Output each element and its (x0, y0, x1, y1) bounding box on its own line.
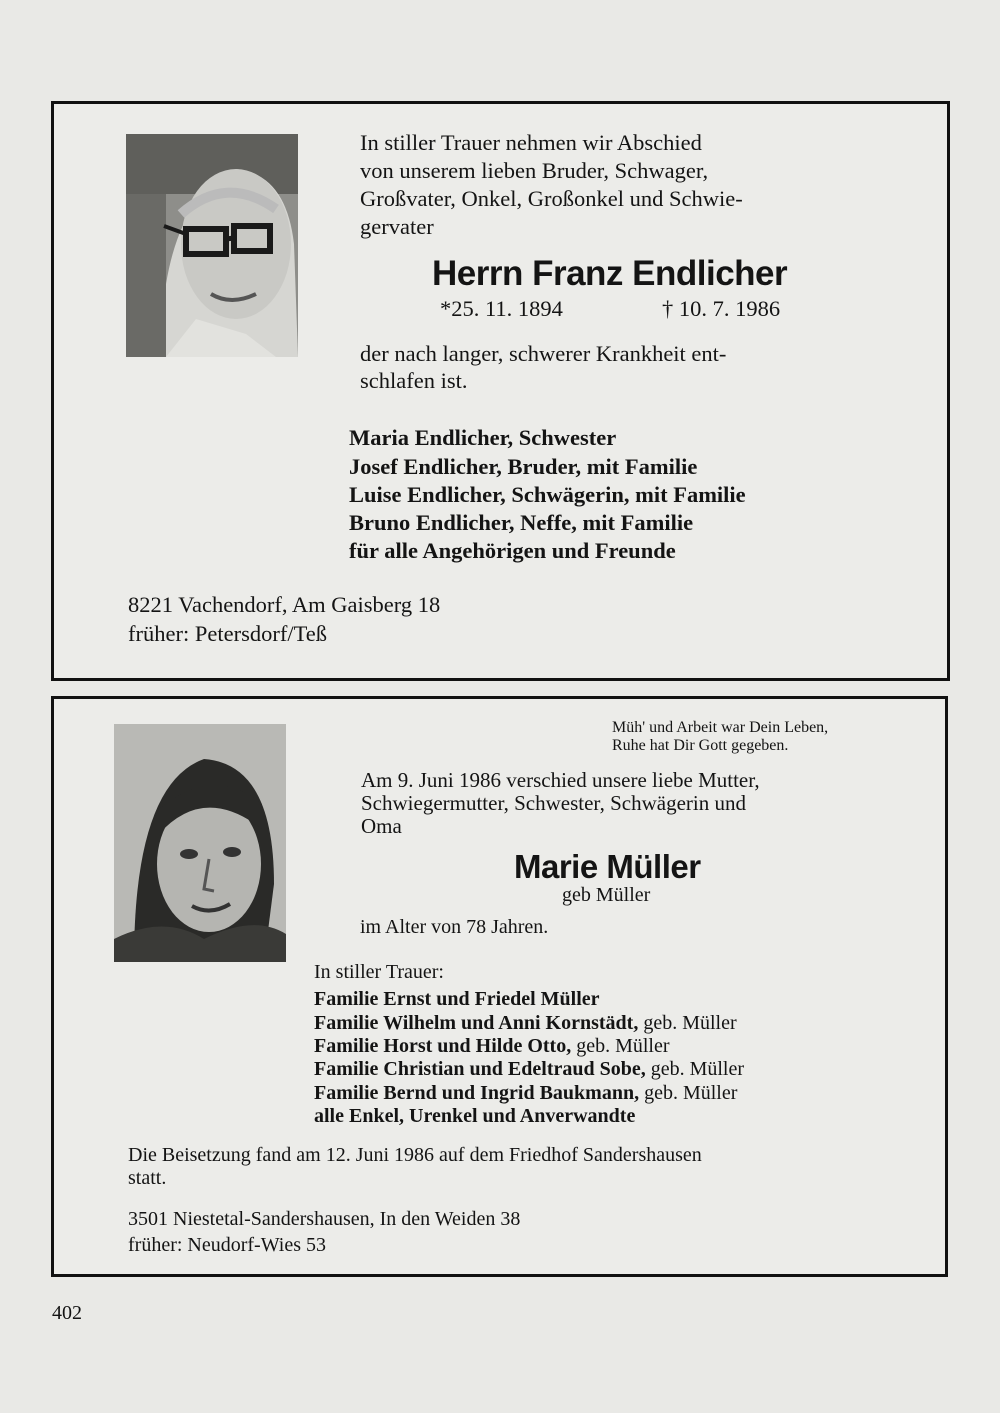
mourner-line: Maria Endlicher, Schwester (349, 425, 617, 450)
closing-line: der nach langer, schwerer Krankheit ent- (360, 341, 727, 366)
mourner-line: für alle Angehörigen und Freunde (349, 538, 676, 563)
family-name: Familie Christian und Edeltraud Sobe, (314, 1058, 646, 1080)
intro-line-text: Am 9. Juni 1986 verschied unsere liebe Mutter, (361, 768, 760, 792)
family-name: Familie Bernd und Ingrid Baukmann, (314, 1082, 640, 1104)
age-line: im Alter von 78 Jahren. (360, 916, 549, 938)
intro-line (361, 768, 871, 793)
family-line (314, 1105, 635, 1128)
intro-line: von unserem lieben Bruder, Schwager, (360, 158, 709, 183)
portrait-photo-marie-mueller (114, 724, 286, 962)
deceased-name: Marie Müller (514, 848, 701, 885)
maiden-name: geb Müller (562, 884, 651, 906)
family-suffix: geb. Müller (639, 1082, 738, 1104)
family-line (314, 1058, 744, 1081)
page-number: 402 (52, 1302, 82, 1324)
intro-line: In stiller Trauer nehmen wir Abschied (360, 130, 702, 155)
address: 8221 Vachendorf, Am Gaisberg 18 (128, 592, 441, 617)
family-name: alle Enkel, Urenkel und Anverwandte (314, 1105, 636, 1127)
address: 3501 Niestetal-Sandershausen, In den Weiden 38 (128, 1208, 521, 1230)
birth-date: *25. 11. 1894 (440, 296, 563, 321)
family-suffix: geb. Müller (645, 1058, 745, 1080)
death-date: † 10. 7. 1986 (662, 296, 781, 321)
family-name: Familie Horst und Hilde Otto, (314, 1035, 572, 1057)
family-line (314, 1082, 737, 1105)
intro-line: gervater (360, 214, 434, 239)
deceased-name: Herrn Franz Endlicher (432, 254, 788, 293)
former-address: früher: Petersdorf/Teß (128, 621, 327, 646)
family-line (314, 988, 600, 1011)
burial-line: statt. (128, 1167, 167, 1189)
family-name: Familie Wilhelm und Anni Kornstädt, (314, 1012, 639, 1034)
mourner-line: Bruno Endlicher, Neffe, mit Familie (349, 510, 694, 535)
former-address: früher: Neudorf-Wies 53 (128, 1234, 327, 1256)
closing-line: schlafen ist. (360, 368, 468, 393)
mourner-line: Josef Endlicher, Bruder, mit Familie (349, 454, 698, 479)
motto-line: Müh' und Arbeit war Dein Leben, (612, 719, 829, 736)
intro-line: Großvater, Onkel, Großonkel und Schwie- (360, 186, 743, 211)
burial-line: Die Beisetzung fand am 12. Juni 1986 auf dem Friedhof Sandershausen (128, 1144, 702, 1166)
intro-line: Oma (361, 814, 402, 838)
family-line (314, 1035, 670, 1058)
family-suffix: geb. Müller (571, 1035, 670, 1057)
mourning-heading: In stiller Trauer: (314, 961, 444, 983)
mourner-line: Luise Endlicher, Schwägerin, mit Familie (349, 482, 746, 507)
family-suffix: geb. Müller (638, 1012, 737, 1034)
family-name: Familie Ernst und Friedel Müller (314, 988, 600, 1010)
family-line (314, 1012, 737, 1035)
portrait-photo-franz-endlicher (126, 134, 298, 357)
motto-line: Ruhe hat Dir Gott gegeben. (612, 737, 789, 754)
intro-line: Schwiegermutter, Schwester, Schwägerin und (361, 791, 746, 815)
